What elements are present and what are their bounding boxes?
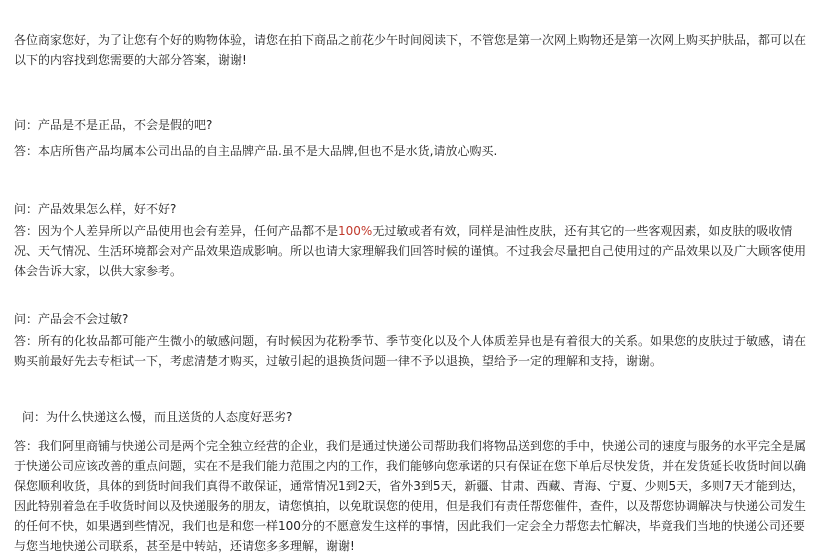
- faq-answer-effect-part2: 无过敏或者有效，同样是油性皮肤，还有其它的一些客观因素，如皮肤的吸收情况、天气情况、生活环境都会对产品效果造成影响。所以也请大家理解我们回答时候的谨慎。不过我会尽量把自己使用过的产品效果以及广大顾客使用体会告诉大家，以供大家参考。: [14, 224, 807, 278]
- faq-answer-effect: [14, 221, 806, 281]
- faq-question-effect: 问：产品效果怎么样，好不好?: [14, 202, 177, 216]
- faq-answer-effect-part1: 答：因为个人差异所以产品使用也会有差异，任何产品都不是: [14, 224, 339, 238]
- faq-answer-allergy: 答：所有的化妆品都可能产生微小的敏感问题，有时候因为花粉季节、季节变化以及个人体质差异也是有着很大的关系。如果您的皮肤过于敏感，请在购买前最好先去专柜试一下，考虑清楚才购买，过敏引起的退换货问题一律不予以退换，望给予一定的理解和支持，谢谢。: [14, 334, 807, 368]
- faq-answer-delivery: 答：我们阿里商铺与快递公司是两个完全独立经营的企业，我们是通过快递公司帮助我们将物品送到您的手中，快递公司的速度与服务的水平完全是属于快递公司应该改善的重点问题，实在不是我们能力范围之内的工作，我们能够向您承诺的只有保证在您下单后尽快发货，并在发货延长收货时间以确保您顺利收货，具体的到货时间我们真得不敢保证，通常情况1到2天，省外3到5天，新疆、甘肃、西藏、青海、宁夏、少则5天，多则7天才能到达，因此特别着急在手收货时间以及快递服务的朋友，请您慎拍，以免耽误您的使用，但是我们有责任帮您催件，查件，以及帮您协调解决与快递公司发生的任何不快，如果遇到些情况，我们也是和您一样100分的不愿意发生这样的事情，因此我们一定会全力帮您去忙解决，毕竟我们当地的快递公司还要与您当地快递公司联系，甚至是中转站，还请您多多理解，谢谢!: [14, 439, 807, 553]
- faq-question-allergy: 问：产品会不会过敏?: [14, 312, 129, 326]
- intro-paragraph: 各位商家您好，为了让您有个好的购物体验，请您在拍下商品之前花少午时间阅读下，不管您是第一次网上购物还是第一次网上购买护肤品，都可以在以下的内容找到您需要的大部分答案，谢谢!: [14, 33, 807, 67]
- faq-question-authentic: 问：产品是不是正品，不会是假的吧?: [14, 118, 213, 132]
- faq-question-delivery: 问：为什么快递这么慢，而且送货的人态度好恶劣?: [22, 410, 293, 424]
- faq-answer-effect-percent: 100%: [338, 224, 373, 238]
- faq-answer-authentic: 答：本店所售产品均属本公司出品的自主品牌产品.虽不是大品牌,但也不是水货,请放心购买.: [14, 144, 498, 158]
